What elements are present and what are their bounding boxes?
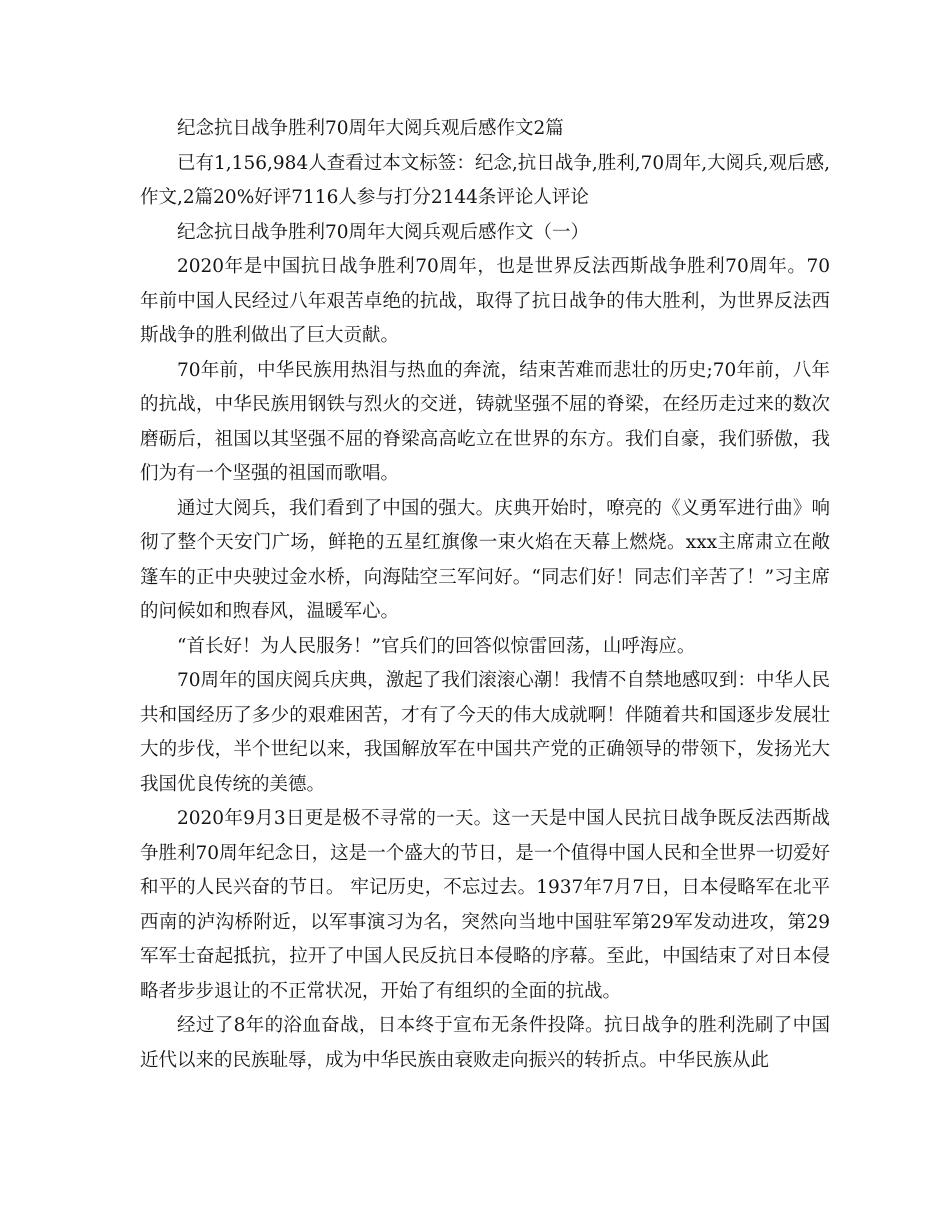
paragraph: 经过了8年的浴血奋战，日本终于宣布无条件投降。抗日战争的胜利洗刷了中国近代以来的民族耻辱，成为中华民族由衰败走向振兴的转折点。中华民族从此 — [140, 1015, 830, 1071]
paragraph: 70年前，中华民族用热泪与热血的奔流，结束苦难而悲壮的历史;70年前，八年的抗战，中华民族用钢铁与烈火的交迸，铸就坚强不屈的脊梁，在经历走过来的数次磨砺后，祖国以其坚强不屈的脊梁高高屹立在世界的东方。我们自豪，我们骄傲，我们为有一个坚强的祖国而歌唱。 — [140, 359, 830, 484]
paragraph: 2020年是中国抗日战争胜利70周年，也是世界反法西斯战争胜利70周年。70年前中国人民经过八年艰苦卓绝的抗战，取得了抗日战争的伟大胜利，为世界反法西斯战争的胜利做出了巨大贡献。 — [140, 256, 830, 346]
paragraph: 2020年9月3日更是极不寻常的一天。这一天是中国人民抗日战争既反法西斯战争胜利70周年纪念日，这是一个盛大的节日，是一个值得中国人民和全世界一切爱好和平的人民兴奋的节日。 牢记历史，不忘过去。1937年7月7日，日本侵略军在北平西南的泸沟桥附近，以军事演习为名，突然向当地中国驻军第29军发动进攻，第29军军士奋起抵抗，拉开了中国人民反抗日本侵略的序幕。至此，中国结束了对日本侵略者步步退让的不正常状况，开始了有组织的全面的抗战。 — [140, 808, 830, 1002]
paragraph: 70周年的国庆阅兵庆典，激起了我们滚滚心潮！我情不自禁地感叹到：中华人民共和国经历了多少的艰难困苦，才有了今天的伟大成就啊！伴随着共和国逐步发展壮大的步伐，半个世纪以来，我国解放军在中国共产党的正确领导的带领下，发扬光大我国优良传统的美德。 — [140, 670, 830, 795]
document-meta: 已有1,156,984人查看过本文标签：纪念,抗日战争,胜利,70周年,大阅兵,观后感,作文,2篇20%好评7116人参与打分2144条评论人评论 — [140, 152, 830, 208]
document-subtitle: 纪念抗日战争胜利70周年大阅兵观后感作文（一） — [177, 221, 590, 243]
paragraph: “首长好！为人民服务！”官兵们的回答似惊雷回荡，山呼海应。 — [177, 635, 696, 657]
document-title: 纪念抗日战争胜利70周年大阅兵观后感作文2篇 — [177, 118, 564, 139]
document-body — [140, 112, 830, 1078]
paragraph: 通过大阅兵，我们看到了中国的强大。庆典开始时，嘹亮的《义勇军进行曲》响彻了整个天安门广场，鲜艳的五星红旗像一束火焰在天幕上燃烧。xxx主席肃立在敞篷车的正中央驶过金水桥，向海陆空三军问好。“同志们好！同志们辛苦了！”习主席的问候如和煦春风，温暖军心。 — [140, 497, 830, 622]
